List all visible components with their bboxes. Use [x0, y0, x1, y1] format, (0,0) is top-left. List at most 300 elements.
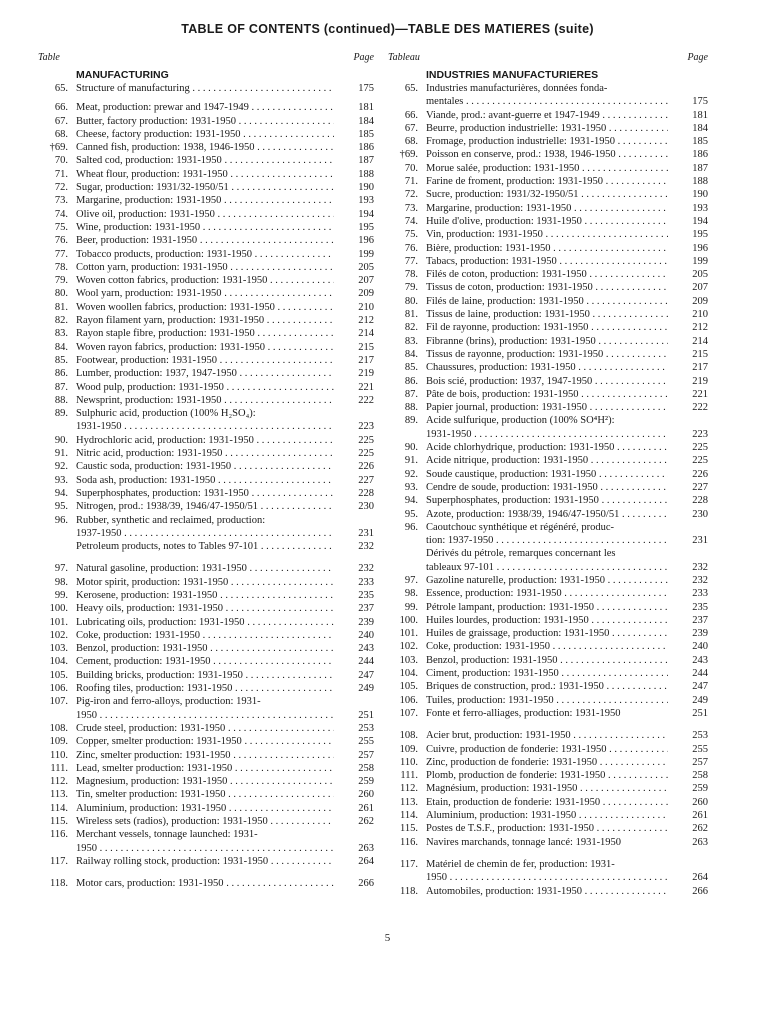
- toc-row: [38, 354, 374, 367]
- entry-title: Bois scié, production: 1937, 1947-1950 . . .: [426, 375, 668, 388]
- toc-row: [388, 587, 708, 600]
- toc-row: [38, 128, 374, 141]
- table-number: 106.: [399, 694, 418, 706]
- page-ref: 175: [692, 96, 708, 108]
- table-number: 67.: [404, 122, 418, 134]
- page-ref: 243: [358, 643, 374, 655]
- toc-row: [388, 215, 708, 228]
- entry-title: Superphosphates, production: 1931-1950 . . .: [76, 487, 334, 500]
- entry-title: Huile d'olive, production: 1931-1950 . . .: [426, 215, 668, 228]
- entry-title: Superphosphates, production: 1931-1950 . . .: [426, 494, 668, 507]
- toc-row: [38, 460, 374, 473]
- page-column-label: Page: [353, 52, 374, 63]
- table-number: 97.: [54, 563, 68, 575]
- page-ref: 186: [358, 142, 374, 154]
- table-number: 75.: [54, 221, 68, 233]
- toc-row: [38, 877, 374, 890]
- toc-row: [38, 101, 374, 114]
- entry-title: Wheat flour, production: 1931-1950 . . .: [76, 168, 334, 181]
- entry-title: Huiles de graissage, production: 1931-1950 . . .: [426, 627, 668, 640]
- page-ref: 222: [358, 394, 374, 406]
- toc-row: [38, 655, 374, 668]
- toc-row: [38, 474, 374, 487]
- entry-title: Plomb, production de fonderie: 1931-1950 . . .: [426, 769, 668, 782]
- table-number: 91.: [404, 455, 418, 467]
- toc-row: [388, 614, 708, 627]
- table-number: 105.: [49, 669, 68, 681]
- entry-title: Rayon staple fibre, production: 1931-1950 . . .: [76, 327, 334, 340]
- page-ref: 243: [692, 654, 708, 666]
- page-ref: 188: [692, 176, 708, 188]
- toc-row: [388, 82, 708, 95]
- page-ref: 233: [692, 588, 708, 600]
- table-number: 117.: [400, 858, 418, 870]
- entry-title: Briques de construction, prod.: 1931-1950 . . .: [426, 680, 668, 693]
- toc-row: [388, 481, 708, 494]
- toc-row: [38, 562, 374, 575]
- page-ref: 228: [692, 495, 708, 507]
- table-number: 116.: [50, 829, 68, 841]
- entry-title: Azote, production: 1938/39, 1946/47-1950/51 . . .: [426, 508, 668, 521]
- entry-title: Canned fish, production: 1938, 1946-1950 . . .: [76, 141, 334, 154]
- entry-title: Newsprint, production: 1931-1950 . . .: [76, 394, 334, 407]
- entry-title: Industries manufacturières, données fonda-: [426, 83, 608, 94]
- table-number: 98.: [54, 576, 68, 588]
- toc-row: [38, 381, 374, 394]
- page-ref: 209: [692, 295, 708, 307]
- page-ref: 244: [692, 668, 708, 680]
- toc-row: [38, 576, 374, 589]
- table-number: 72.: [404, 189, 418, 201]
- table-number: 66.: [54, 102, 68, 114]
- toc-row: [388, 388, 708, 401]
- entry-title: Rubber, synthetic and reclaimed, production:: [76, 514, 266, 526]
- toc-row: [38, 407, 374, 420]
- toc-row: [38, 221, 374, 234]
- toc-row: [388, 375, 708, 388]
- toc-row: [38, 327, 374, 340]
- toc-row: [38, 274, 374, 287]
- page-ref: 222: [692, 402, 708, 414]
- entry-title: Ciment, production: 1931-1950 . . .: [426, 667, 668, 680]
- table-number: 76.: [54, 235, 68, 247]
- page-ref: 232: [358, 563, 374, 575]
- section-title: MANUFACTURING: [76, 69, 169, 81]
- table-number: 114.: [50, 802, 68, 814]
- toc-row: [38, 695, 374, 708]
- entry-title: Salted cod, production: 1931-1950 . . .: [76, 154, 334, 167]
- entry-title: Matériel de chemin de fer, production: 1931-: [426, 858, 615, 870]
- entry-title: Zinc, production de fonderie: 1931-1950 . . .: [426, 756, 668, 769]
- page-title: TABLE OF CONTENTS (continued)—TABLE DES MATIERES (suite): [181, 22, 594, 36]
- table-column-label: Tableau: [388, 52, 420, 63]
- toc-row: [38, 168, 374, 181]
- page-ref: 199: [358, 248, 374, 260]
- table-number: 109.: [399, 743, 418, 755]
- entry-title: Sugar, production: 1931/32-1950/51 . . .: [76, 181, 334, 194]
- table-number: 115.: [400, 823, 418, 835]
- page-ref: 225: [358, 434, 374, 446]
- page-ref: 217: [358, 354, 374, 366]
- toc-row: [38, 762, 374, 775]
- table-number: 108.: [399, 730, 418, 742]
- toc-row: [38, 616, 374, 629]
- toc-row: [388, 428, 708, 441]
- toc-row: [38, 367, 374, 380]
- page-ref: 194: [692, 215, 708, 227]
- toc-row: [38, 802, 374, 815]
- toc-row: [388, 640, 708, 653]
- page-ref: 205: [692, 269, 708, 281]
- page-ref: 227: [358, 474, 374, 486]
- table-number: 71.: [54, 168, 68, 180]
- entry-title: Butter, factory production: 1931-1950 . . .: [76, 115, 334, 128]
- page-ref: 210: [692, 309, 708, 321]
- page-number: 5: [384, 932, 391, 944]
- entry-title: Kerosene, production: 1931-1950 . . .: [76, 589, 334, 602]
- page-ref: 184: [358, 115, 374, 127]
- table-number: 71.: [404, 176, 418, 188]
- entry-title: Nitric acid, production: 1931-1950 . . .: [76, 447, 334, 460]
- table-number: 114.: [400, 810, 418, 822]
- toc-row: [388, 561, 708, 574]
- entry-title: Benzol, production: 1931-1950 . . .: [426, 654, 668, 667]
- toc-row: [38, 82, 374, 95]
- toc-row: [388, 574, 708, 587]
- page-ref: 258: [358, 762, 374, 774]
- toc-row: [38, 682, 374, 695]
- table-number: 72.: [54, 182, 68, 194]
- table-number: 102.: [49, 629, 68, 641]
- toc-row: [38, 669, 374, 682]
- entry-title: Merchant vessels, tonnage launched: 1931-: [76, 829, 258, 841]
- table-number: 87.: [404, 388, 418, 400]
- toc-row: [388, 281, 708, 294]
- entry-title: Sucre, production: 1931/32-1950/51 . . .: [426, 188, 668, 201]
- page-ref: 228: [358, 487, 374, 499]
- entry-title: Aluminium, production: 1931-1950 . . .: [426, 809, 668, 822]
- toc-row: [388, 175, 708, 188]
- page-ref: 214: [358, 328, 374, 340]
- page-ref: 223: [358, 421, 374, 433]
- toc-row: [388, 135, 708, 148]
- toc-row: [38, 775, 374, 788]
- table-number: 99.: [54, 589, 68, 601]
- entry-title: Railway rolling stock, production: 1931-1950 . . .: [76, 855, 334, 868]
- toc-column-french: [388, 52, 708, 898]
- toc-column-english: [38, 52, 374, 891]
- toc-row: [388, 148, 708, 161]
- entry-title: Footwear, production: 1931-1950 . . .: [76, 354, 334, 367]
- table-number: 118.: [50, 878, 68, 890]
- table-number: 89.: [404, 415, 418, 427]
- page-ref: 263: [358, 842, 374, 854]
- page-ref: 181: [692, 109, 708, 121]
- toc-row: [38, 629, 374, 642]
- table-number: 78.: [54, 261, 68, 273]
- page-ref: 196: [692, 242, 708, 254]
- toc-row: [38, 234, 374, 247]
- entry-title: Soda ash, production: 1931-1950 . . .: [76, 474, 334, 487]
- page-ref: 187: [358, 155, 374, 167]
- row-spacer: [38, 868, 374, 877]
- table-number: 104.: [399, 668, 418, 680]
- table-number: 84.: [404, 348, 418, 360]
- page-ref: 263: [692, 836, 708, 848]
- table-number: 85.: [404, 362, 418, 374]
- table-number: 81.: [404, 309, 418, 321]
- table-number: 90.: [54, 434, 68, 446]
- table-number: 88.: [404, 402, 418, 414]
- page-ref: 212: [358, 315, 374, 327]
- toc-row: [388, 188, 708, 201]
- entry-title: Tobacco products, production: 1931-1950 . . .: [76, 248, 334, 261]
- entry-title: Caustic soda, production: 1931-1950 . . .: [76, 460, 334, 473]
- entry-title: Tissus de rayonne, production: 1931-1950 . . .: [426, 348, 668, 361]
- toc-row: [38, 287, 374, 300]
- entry-title: Huiles lourdes, production: 1931-1950 . . .: [426, 614, 668, 627]
- page-ref: 259: [358, 776, 374, 788]
- page-ref: 258: [692, 770, 708, 782]
- table-number: 85.: [54, 354, 68, 366]
- toc-row: [38, 735, 374, 748]
- page-ref: 235: [358, 589, 374, 601]
- entry-title: Acide nitrique, production: 1931-1950 . . .: [426, 454, 668, 467]
- row-spacer: [38, 553, 374, 562]
- row-spacer: [388, 720, 708, 729]
- page-ref: 186: [692, 149, 708, 161]
- table-number: 80.: [404, 295, 418, 307]
- table-number: 88.: [54, 394, 68, 406]
- table-number: 68.: [54, 128, 68, 140]
- entry-title: Cheese, factory production: 1931-1950 . . .: [76, 128, 334, 141]
- table-number: 98.: [404, 588, 418, 600]
- table-number: 86.: [404, 375, 418, 387]
- page-ref: 196: [358, 235, 374, 247]
- page-ref: 187: [692, 162, 708, 174]
- page-ref: 266: [692, 885, 708, 897]
- entry-title: Heavy oils, production: 1931-1950 . . .: [76, 602, 334, 615]
- entry-title: Rayon filament yarn, production: 1931-1950 . . .: [76, 314, 334, 327]
- table-number: 101.: [399, 628, 418, 640]
- toc-row: [388, 769, 708, 782]
- toc-row: [38, 394, 374, 407]
- entry-title: Poisson en conserve, prod.: 1938, 1946-1950 . . .: [426, 148, 668, 161]
- table-number: 77.: [404, 255, 418, 267]
- entry-title: Coke, production: 1931-1950 . . .: [76, 629, 334, 642]
- table-number: 106.: [49, 683, 68, 695]
- entry-title: Woven woollen fabrics, production: 1931-1950 . . .: [76, 301, 334, 314]
- table-number: 107.: [399, 707, 418, 719]
- entry-title: Postes de T.S.F., production: 1931-1950 . . .: [426, 822, 668, 835]
- page-ref: 237: [692, 614, 708, 626]
- table-number: 65.: [404, 83, 418, 94]
- toc-row: [388, 885, 708, 898]
- table-number: 83.: [54, 328, 68, 340]
- page-ref: 190: [692, 189, 708, 201]
- table-number: 70.: [54, 155, 68, 167]
- entry-title: Copper, smelter production: 1931-1950 . . .: [76, 735, 334, 748]
- table-number: 74.: [404, 215, 418, 227]
- page-ref: 221: [358, 381, 374, 393]
- page-ref: 232: [692, 574, 708, 586]
- entry-title: Natural gasoline, production: 1931-1950 . . .: [76, 562, 334, 575]
- entry-title: Tin, smelter production: 1931-1950 . . .: [76, 788, 334, 801]
- toc-row: [388, 756, 708, 769]
- table-number: 103.: [49, 643, 68, 655]
- toc-row: [388, 228, 708, 241]
- table-number: 81.: [54, 301, 68, 313]
- table-number: 66.: [404, 109, 418, 121]
- toc-row: [38, 500, 374, 513]
- page-ref: 217: [692, 362, 708, 374]
- page-ref: 232: [358, 541, 374, 553]
- table-number: 112.: [50, 776, 68, 788]
- toc-row: [388, 836, 708, 849]
- page-ref: 230: [692, 508, 708, 520]
- toc-row: [38, 842, 374, 855]
- entry-title: Beurre, production industrielle: 1931-1950 . . .: [426, 122, 668, 135]
- table-number: 67.: [54, 115, 68, 127]
- toc-row: [388, 335, 708, 348]
- page-ref: 207: [692, 282, 708, 294]
- toc-row: [388, 534, 708, 547]
- entry-title: Fibranne (brins), production: 1931-1950 . . .: [426, 335, 668, 348]
- toc-row: [38, 487, 374, 500]
- page-ref: 264: [692, 872, 708, 884]
- entry-title: Tabacs, production: 1931-1950 . . .: [426, 255, 668, 268]
- table-number: 109.: [49, 736, 68, 748]
- table-number: 83.: [404, 335, 418, 347]
- table-number: †69.: [399, 149, 418, 161]
- table-number: 70.: [404, 162, 418, 174]
- table-number: 111.: [50, 762, 68, 774]
- toc-row: [388, 680, 708, 693]
- toc-row: [388, 858, 708, 871]
- table-number: 86.: [54, 368, 68, 380]
- toc-row: [38, 527, 374, 540]
- table-number: 79.: [404, 282, 418, 294]
- toc-row: [38, 514, 374, 527]
- toc-row: [388, 822, 708, 835]
- page-ref: 257: [692, 756, 708, 768]
- entry-title: Cement, production: 1931-1950 . . .: [76, 655, 334, 668]
- page-ref: 244: [358, 656, 374, 668]
- row-spacer: [388, 849, 708, 858]
- page-ref: 205: [358, 261, 374, 273]
- table-number: 113.: [400, 796, 418, 808]
- entry-title: mentales . . .: [426, 95, 668, 108]
- toc-row: [388, 95, 708, 108]
- page-ref: 210: [358, 301, 374, 313]
- toc-row: [388, 361, 708, 374]
- table-number: 91.: [54, 448, 68, 460]
- page-ref: 175: [358, 83, 374, 94]
- toc-row: [388, 809, 708, 822]
- entry-title: Cendre de soude, production: 1931-1950 . . .: [426, 481, 668, 494]
- toc-row: [38, 420, 374, 433]
- entry-title: Zinc, smelter production: 1931-1950 . . .: [76, 749, 334, 762]
- page-ref: 185: [692, 136, 708, 148]
- toc-row: [388, 162, 708, 175]
- page-ref: 226: [692, 468, 708, 480]
- entry-title: Gazoline naturelle, production: 1931-1950 . . .: [426, 574, 668, 587]
- page-ref: 247: [358, 669, 374, 681]
- toc-row: [388, 242, 708, 255]
- page-ref: 225: [692, 455, 708, 467]
- table-number: 100.: [49, 603, 68, 615]
- entry-title: Lead, smelter production: 1931-1950 . . .: [76, 762, 334, 775]
- table-number: 104.: [49, 656, 68, 668]
- entry-title: Pâte de bois, production: 1931-1950 . . .: [426, 388, 668, 401]
- table-number: 96.: [404, 521, 418, 533]
- page-ref: 221: [692, 388, 708, 400]
- entry-title: 1931-1950 . . .: [76, 420, 334, 433]
- page-ref: 209: [358, 288, 374, 300]
- toc-row: [388, 601, 708, 614]
- toc-row: [38, 788, 374, 801]
- page-ref: 194: [358, 208, 374, 220]
- entry-title: Woven rayon fabrics, production: 1931-1950 . . .: [76, 341, 334, 354]
- page-ref: 199: [692, 255, 708, 267]
- entry-title: Fromage, production industrielle: 1931-1950 . . .: [426, 135, 668, 148]
- entry-title: Lumber, production: 1937, 1947-1950 . . .: [76, 367, 334, 380]
- entry-title: Pig-iron and ferro-alloys, production: 1931-: [76, 696, 261, 708]
- toc-row: [388, 468, 708, 481]
- toc-row: [38, 709, 374, 722]
- page-ref: 255: [358, 736, 374, 748]
- toc-row: [388, 401, 708, 414]
- entry-title: Petroleum products, notes to Tables 97-101 . . .: [76, 540, 334, 553]
- entry-title: Margarine, production: 1931-1950 . . .: [426, 202, 668, 215]
- table-number: 100.: [399, 614, 418, 626]
- toc-row: [388, 454, 708, 467]
- entry-title: Structure of manufacturing . . .: [76, 82, 334, 95]
- table-number: 117.: [50, 855, 68, 867]
- table-number: 102.: [399, 641, 418, 653]
- table-number: 74.: [54, 208, 68, 220]
- table-number: 79.: [54, 275, 68, 287]
- toc-row: [388, 321, 708, 334]
- toc-row: [388, 547, 708, 560]
- entry-title: Chaussures, production: 1931-1950 . . .: [426, 361, 668, 374]
- entry-title: Sulphuric acid, production (100% H₂SO₄):: [76, 408, 256, 420]
- toc-row: [38, 341, 374, 354]
- entry-title: Building bricks, production: 1931-1950 . . .: [76, 669, 334, 682]
- toc-row: [38, 540, 374, 553]
- page-ref: 255: [692, 743, 708, 755]
- table-number: 105.: [399, 681, 418, 693]
- toc-row: [38, 261, 374, 274]
- page-ref: 219: [692, 375, 708, 387]
- toc-row: [38, 855, 374, 868]
- toc-row: [38, 642, 374, 655]
- page-ref: 266: [358, 878, 374, 890]
- table-number: 94.: [404, 495, 418, 507]
- entry-title: Roofing tiles, production: 1931-1950 . . .: [76, 682, 334, 695]
- entry-title: Acide chlorhydrique, production: 1931-1950 . . .: [426, 441, 668, 454]
- toc-list: [388, 82, 708, 898]
- column-header: [38, 52, 374, 68]
- table-number: 99.: [404, 601, 418, 613]
- entry-title: Olive oil, production: 1931-1950 . . .: [76, 208, 334, 221]
- entry-title: Tissus de laine, production: 1931-1950 . . .: [426, 308, 668, 321]
- table-number: 115.: [50, 816, 68, 828]
- table-number: 97.: [404, 574, 418, 586]
- entry-title: Filés de coton, production: 1931-1950 . . .: [426, 268, 668, 281]
- table-number: 95.: [54, 501, 68, 513]
- table-number: 82.: [54, 315, 68, 327]
